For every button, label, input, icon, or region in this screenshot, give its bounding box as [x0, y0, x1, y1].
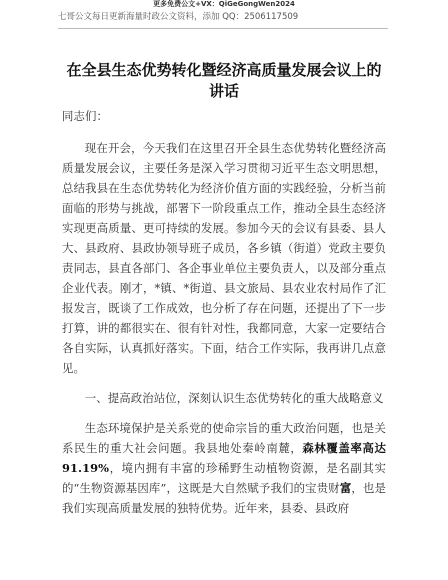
- promo-banner: 更多免费公文+VX：QiGeGongWen2024: [153, 0, 295, 8]
- document-body: [62, 106, 386, 518]
- section-heading-1: 一、提高政治站位，深刻认识生态优势转化的重大战略意义: [84, 391, 384, 405]
- highlight-text: 富: [339, 481, 352, 495]
- header-divider: [58, 28, 388, 29]
- paragraph-text: ，境内拥有丰富的珍稀野生动植物资源，是名副其实的“生物资源基因库”，这既是大自然赋予我们的宝贵财: [62, 461, 386, 495]
- paragraph-opening: 现在开会，今天我们在这里召开全县生态优势转化暨经济高质量发展会议，主要任务是深入学习贯彻习近平生态文明思想，总结我县在生态优势转化为经济价值方面的实践经验，分析当前面临的形势与挑战，部署下一阶段重点工作，推动全县生态经济实现更高质量、更可持续的发展。参加今天的会议有县委、县人大、县政府、县政协领导班子成员，各乡镇（街道）党政主要负责同志，县直各部门、各企事业单位主要负责人，以及部分重点企业代表。刚才，*镇、*街道、县文旅局、县农业农村局作了汇报发言，既谈了工作成效，也分析了存在问题，还提出了下一步打算，讲的都很实在、很有针对性，我都同意，大家一定要结合各自实际，认真抓好落实。下面，结合工作实际，我再讲几点意见。: [62, 141, 386, 375]
- paragraph-text: ，也是我们实现高质量发展的独特优势。近年来，县委、县政府: [62, 481, 386, 515]
- document-title: 在全县生态优势转化暨经济高质量发展会议上的讲话: [66, 61, 382, 100]
- paragraph-ecology: [62, 418, 386, 518]
- salutation: 同志们：: [62, 109, 108, 123]
- highlight-forest-coverage: 森林覆盖率高达 91.19%: [62, 441, 386, 475]
- paragraph-text: 生态环境保护是关系党的使命宗旨的重大政治问题，也是关系民生的重大社会问题。我县地处秦岭南麓，: [62, 421, 386, 455]
- header-note: 七哥公文每日更新海量时政公文资料，添加 QQ：2506117509: [58, 12, 299, 22]
